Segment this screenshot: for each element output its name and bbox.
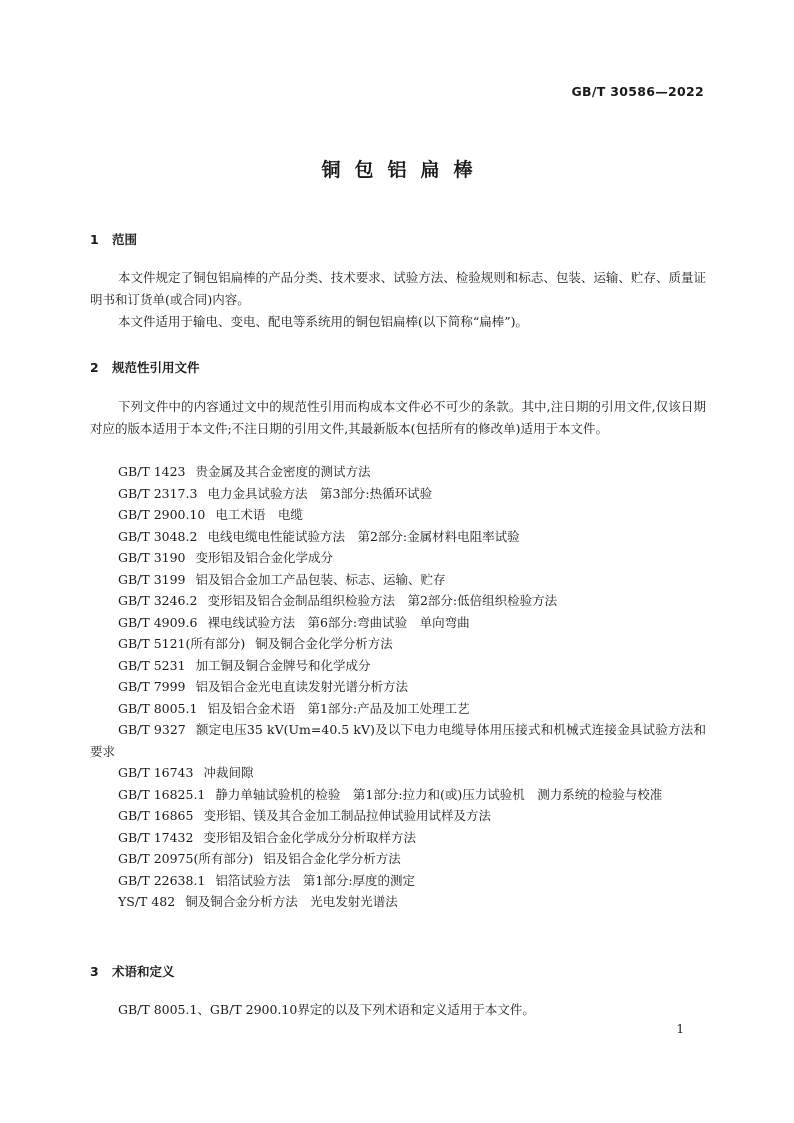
- section-2-heading: [90, 358, 200, 376]
- reference-title: 冲裁间隙: [203, 765, 254, 780]
- references-intro: 下列文件中的内容通过文中的规范性引用而构成本文件必不可少的条款。其中,注日期的引用文件,仅该日期对应的版本适用于本文件;不注日期的引用文件,其最新版本(包括所有的修改单)适用于本文件。: [90, 399, 706, 436]
- reference-title: 电力金具试验方法 第3部分:热循环试验: [207, 485, 433, 501]
- reference-item: [90, 655, 706, 677]
- reference-item: [90, 547, 706, 569]
- reference-title: 电线电缆电性能试验方法 第2部分:金属材料电阻率试验: [207, 528, 520, 544]
- section-1-heading: [90, 230, 137, 248]
- reference-item: [90, 827, 706, 849]
- reference-title: 裸电线试验方法 第6部分:弯曲试验 单向弯曲: [207, 614, 470, 630]
- reference-code: GB/T 22638.1: [118, 872, 206, 888]
- reference-code: GB/T 16743: [118, 765, 194, 780]
- section-title: 规范性引用文件: [112, 360, 200, 375]
- reference-code: GB/T 2900.10: [118, 507, 206, 522]
- reference-code: GB/T 5231: [118, 657, 186, 673]
- reference-title: 变形铝及铝合金制品组织检验方法 第2部分:低倍组织检验方法: [207, 593, 558, 608]
- reference-code: GB/T 3190: [118, 550, 186, 565]
- reference-code: GB/T 1423: [118, 464, 186, 479]
- reference-title: 静力单轴试验机的检验 第1部分:拉力和(或)压力试验机 测力系统的检验与校准: [215, 786, 663, 802]
- reference-code: GB/T 17432: [118, 829, 194, 845]
- reference-code: GB/T 8005.1: [118, 700, 198, 716]
- terms-intro: GB/T 8005.1、GB/T 2900.10界定的以及下列术语和定义适用于本文件。: [118, 1002, 535, 1017]
- page-number: 1: [676, 1022, 684, 1036]
- reference-title: 铜及铜合金化学分析方法: [255, 636, 393, 651]
- reference-item: [90, 698, 706, 720]
- section-number: 3: [90, 964, 99, 979]
- reference-item: [90, 784, 706, 806]
- reference-code: GB/T 2317.3: [118, 485, 198, 501]
- reference-item: [90, 891, 706, 913]
- reference-title: 加工铜及铜合金牌号和化学成分: [195, 657, 371, 673]
- reference-title: 电工术语 电缆: [215, 507, 303, 522]
- document-title: 铜包铝扁棒: [321, 159, 487, 181]
- reference-code: GB/T 20975(所有部分): [118, 851, 254, 866]
- reference-code: GB/T 3199: [118, 571, 186, 587]
- reference-title: 变形铝、镁及其合金加工制品拉伸试验用试样及方法: [203, 808, 491, 823]
- reference-item: [90, 483, 706, 505]
- reference-item: [90, 612, 706, 634]
- reference-item: [90, 504, 706, 526]
- reference-title: 铜及铜合金分析方法 光电发射光谱法: [185, 894, 398, 909]
- section-title: 术语和定义: [112, 964, 175, 979]
- reference-item: [90, 461, 706, 483]
- reference-title: 额定电压35 kV(Um=40.5 kV)及以下电力电缆导体用压接式和机械式连接金具试验方法和要求: [90, 722, 706, 759]
- reference-code: GB/T 7999: [118, 679, 186, 694]
- reference-title: 贵金属及其合金密度的测试方法: [195, 464, 371, 479]
- scope-paragraph-1: 本文件规定了铜包铝扁棒的产品分类、技术要求、试验方法、检验规则和标志、包装、运输、贮存、质量证明书和订货单(或合同)内容。: [90, 270, 706, 307]
- reference-code: GB/T 3246.2: [118, 593, 198, 608]
- reference-code: GB/T 16825.1: [118, 786, 206, 802]
- reference-code: GB/T 4909.6: [118, 614, 198, 630]
- reference-item: [90, 805, 706, 827]
- reference-item: [90, 633, 706, 655]
- reference-item: [90, 719, 706, 762]
- reference-title: 变形铝及铝合金化学成分: [195, 550, 334, 565]
- reference-item: [90, 590, 706, 612]
- reference-item: [90, 848, 706, 870]
- reference-code: YS/T 482: [118, 894, 176, 909]
- reference-item: [90, 676, 706, 698]
- reference-item: [90, 526, 706, 548]
- reference-title: 铝及铝合金光电直读发射光谱分析方法: [195, 679, 409, 694]
- section-3-heading: [90, 962, 175, 980]
- reference-code: GB/T 9327: [118, 722, 186, 737]
- reference-item: [90, 569, 706, 591]
- reference-item: [90, 762, 706, 784]
- reference-code: GB/T 16865: [118, 808, 194, 823]
- reference-title: 变形铝及铝合金化学成分分析取样方法: [203, 829, 416, 845]
- reference-code: GB/T 5121(所有部分): [118, 636, 246, 651]
- reference-item: [90, 870, 706, 892]
- reference-list: [90, 461, 706, 913]
- reference-title: 铝及铝合金加工产品包装、标志、运输、贮存: [195, 571, 446, 587]
- section-number: 1: [90, 232, 99, 247]
- reference-title: 铝及铝合金化学分析方法: [263, 851, 401, 866]
- section-title: 范围: [112, 232, 138, 247]
- scope-paragraph-2: 本文件适用于输电、变电、配电等系统用的铜包铝扁棒(以下简称“扁棒”)。: [118, 314, 529, 329]
- standard-code: GB/T 30586—2022: [571, 84, 704, 99]
- section-number: 2: [90, 360, 99, 375]
- reference-title: 铝箔试验方法 第1部分:厚度的测定: [215, 872, 416, 888]
- reference-code: GB/T 3048.2: [118, 528, 198, 544]
- reference-title: 铝及铝合金术语 第1部分:产品及加工处理工艺: [207, 700, 470, 716]
